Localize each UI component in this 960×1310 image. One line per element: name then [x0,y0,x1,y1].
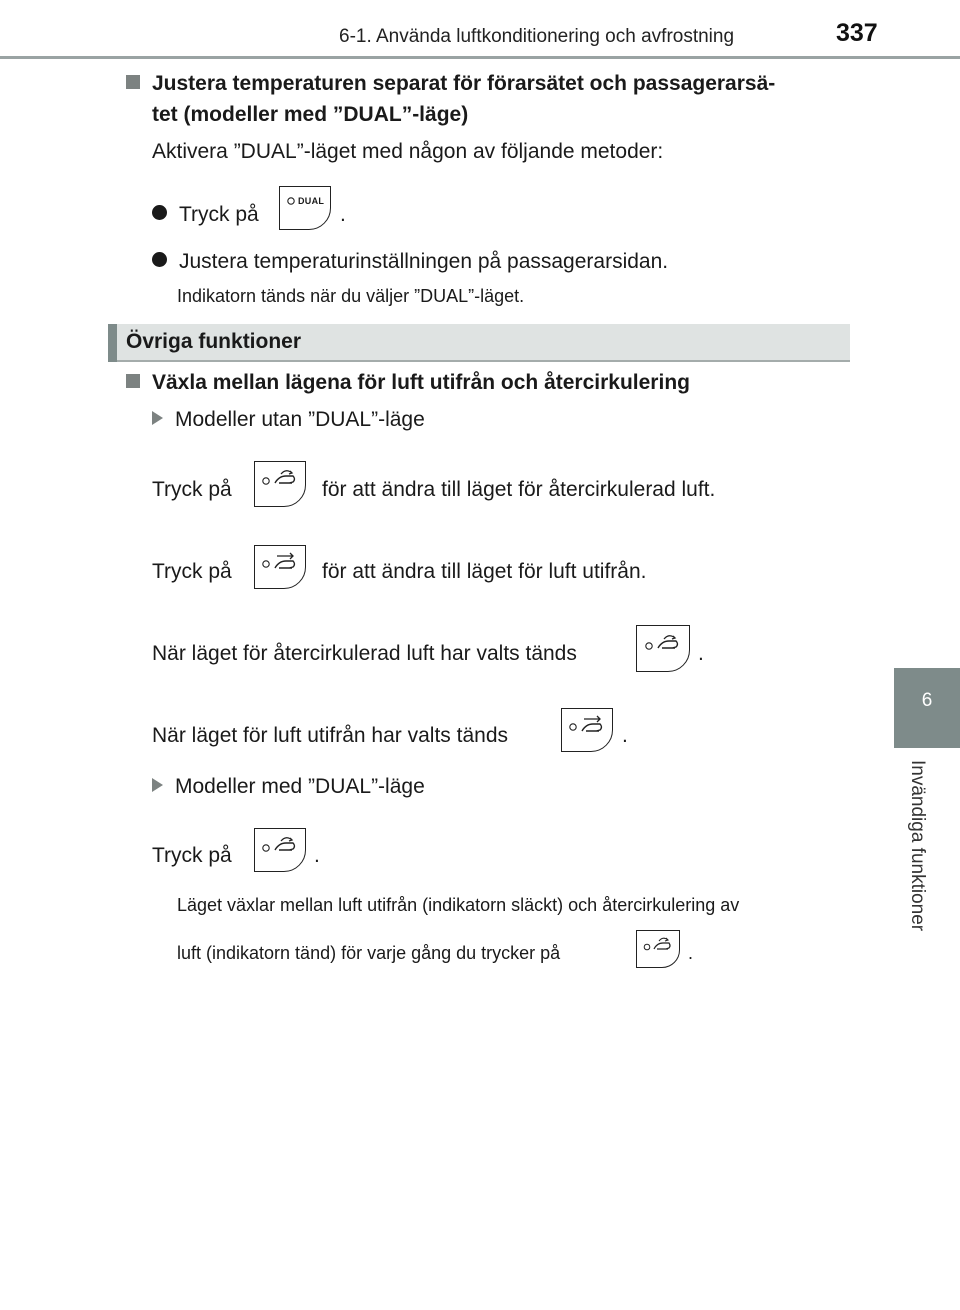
sub-heading-no-dual: Modeller utan ”DUAL”-läge [152,408,425,432]
recirc-heading: Växla mellan lägena för luft utifrån och återcirkulering [126,367,690,398]
line4-suffix: . [622,724,628,747]
line2-prefix: Tryck på [152,560,232,583]
chapter-number: 6 [921,690,933,711]
line1-prefix: Tryck på [152,478,232,501]
line5-suffix: . [314,844,320,867]
dual-bullet-2: Justera temperaturinställningen på passagerarsidan. [152,250,668,274]
recirculation-air-icon [636,625,690,672]
recirculation-air-icon [254,828,306,872]
square-bullet-icon [126,75,140,89]
line2-suffix: för att ändra till läget för luft utifrån. [322,560,647,583]
section-accent [108,324,117,362]
recirc-note-line2: luft (indikatorn tänd) för varje gång du trycker på [177,943,561,963]
dual-button-icon: DUAL [279,186,331,230]
sub-heading-dual: Modeller med ”DUAL”-läge [152,775,425,799]
triangle-bullet-icon [152,411,163,425]
recirculation-air-icon [636,930,680,968]
triangle-bullet-icon [152,778,163,792]
header-rule [0,56,960,59]
recirc-note-line2-suffix: . [688,943,694,963]
dual-note: Indikatorn tänds när du väljer ”DUAL”-läget. [177,286,525,306]
line4-prefix: När läget för luft utifrån har valts tänds [152,724,509,747]
recirculation-air-icon [254,461,306,507]
line1-suffix: för att ändra till läget för återcirkulerad luft. [322,478,716,501]
page-number: 337 [836,19,878,47]
dual-bullet-1-suffix: . [340,203,346,226]
section-title: Övriga funktioner [126,330,302,353]
round-bullet-icon [152,252,167,267]
outside-air-icon [254,545,306,589]
indicator-dot-icon [280,187,332,231]
square-bullet-icon [126,374,140,388]
dual-heading: Justera temperaturen separat för förarsätet och passagerarsä- [126,68,775,99]
line3-prefix: När läget för återcirkulerad luft har valts tänds [152,642,577,665]
line3-suffix: . [698,642,704,665]
dual-bullet-1: Tryck på [152,203,259,227]
line5-prefix: Tryck på [152,844,232,867]
running-header: 6-1. Använda luftkonditionering och avfrostning [339,26,735,47]
dual-heading-cont: tet (modeller med ”DUAL”-läge) [152,103,469,126]
outside-air-icon [561,708,613,752]
chapter-title: Invändiga funktioner [907,760,928,932]
dual-intro: Aktivera ”DUAL”-läget med någon av följande metoder: [152,140,664,163]
round-bullet-icon [152,205,167,220]
recirc-note-line1: Läget växlar mellan luft utifrån (indikatorn släckt) och återcirkulering av [177,895,740,915]
